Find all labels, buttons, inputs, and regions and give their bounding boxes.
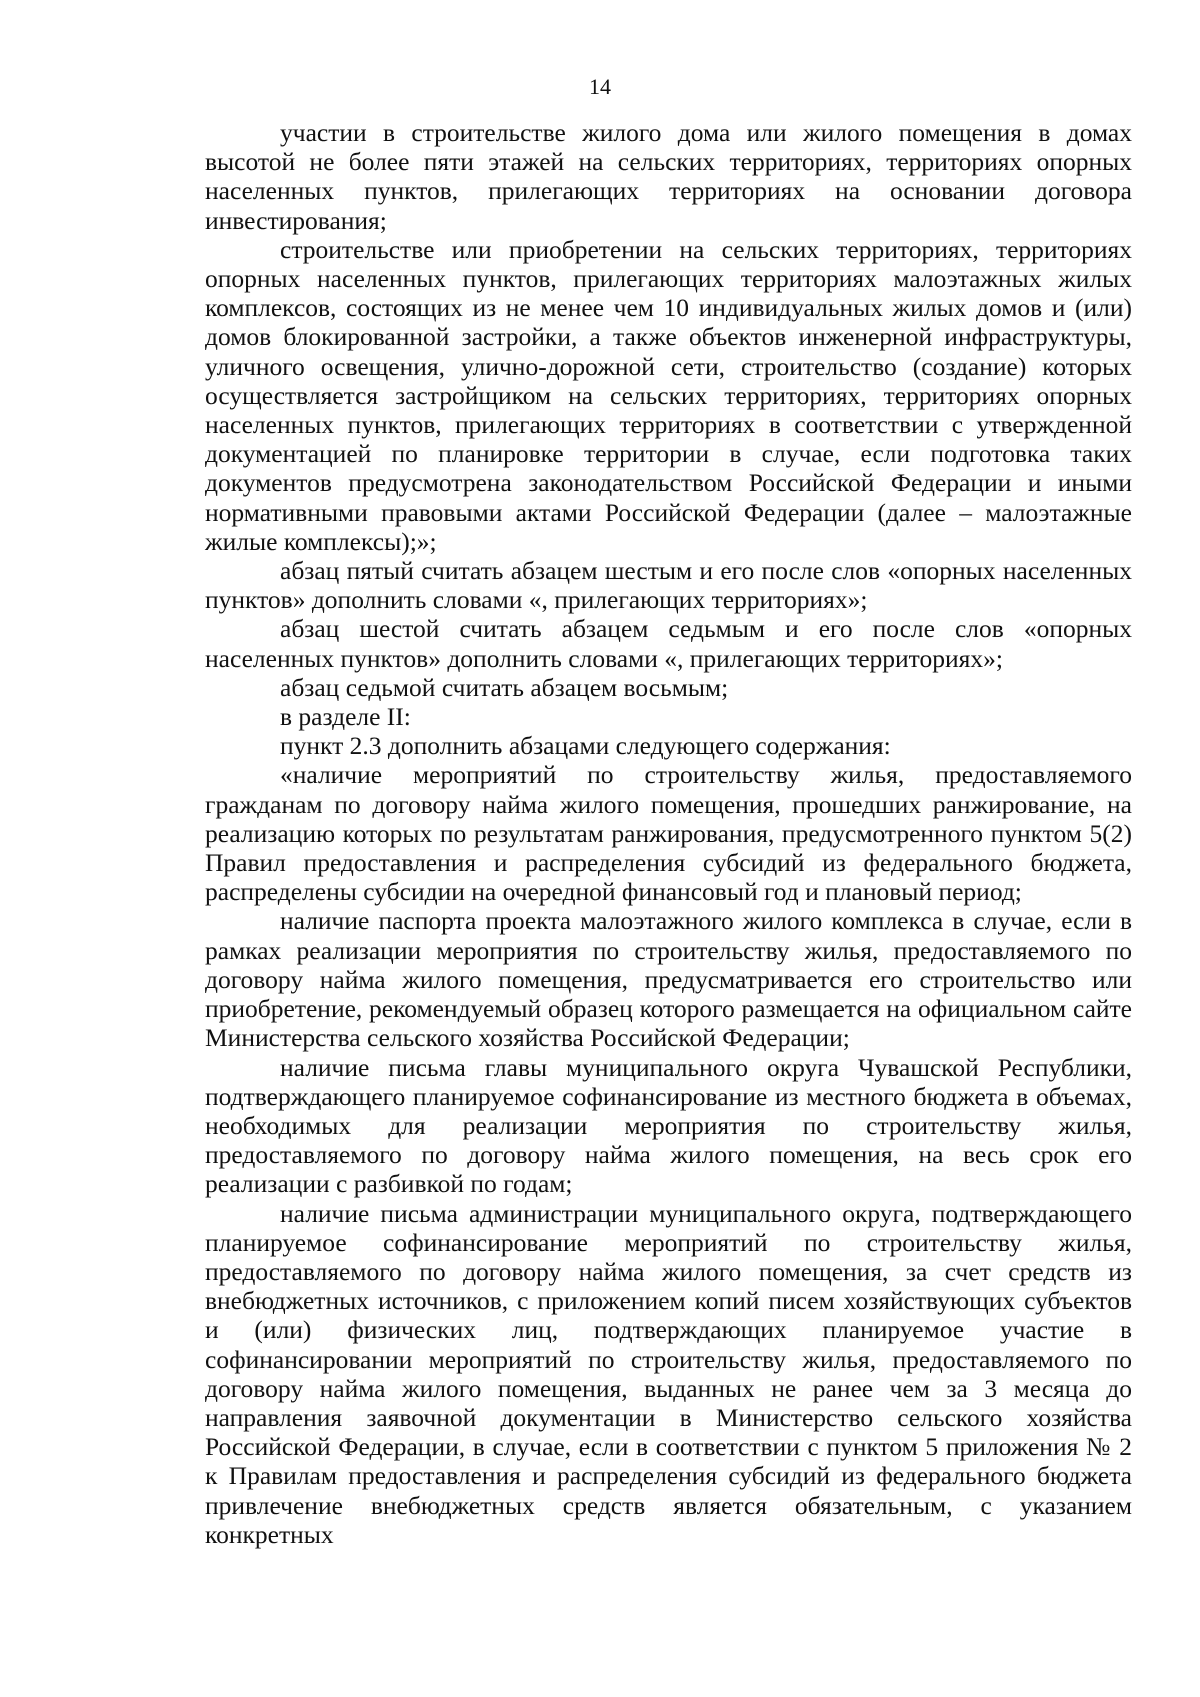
paragraph-6: в разделе II: xyxy=(280,702,411,732)
paragraph-1: участии в строительстве жилого дома или жилого помещения в домах высотой не более пяти этажей на сельских территориях, территориях опорных населенных пунктов, прилегающих территориях на основании договора инвестирования; xyxy=(205,118,1132,235)
paragraph-10: наличие письма главы муниципального округа Чувашской Республики, подтверждающего планируемое софинансирование из местного бюджета в объемах, необходимых для реализации мероприятия по строительству жилья, предоставляемого по договору найма жилого помещения, на весь срок его реализации с разбивкой по годам; xyxy=(205,1052,1132,1199)
paragraph-9: наличие паспорта проекта малоэтажного жилого комплекса в случае, если в рамках реализации мероприятия по строительству жилья, предоставляемого по договору найма жилого помещения, предусматривается его строительство или приобретение, рекомендуемый образец которого размещается на официальном сайте Министерства сельского хозяйства Российской Федерации; xyxy=(205,906,1132,1053)
paragraph-11: наличие письма администрации муниципального округа, подтверждающего планируемое софинансирование мероприятий по строительству жилья, предоставляемого по договору найма жилого помещения, за счет средств из внебюджетных источников, с приложением копий писем хозяйствующих субъектов и (или) физических лиц, подтверждающих планируемое участие в софинансировании мероприятий по строительству жилья, предоставляемого по договору найма жилого помещения, выданных не ранее чем за 3 месяца до направления заявочной документации в Министерство сельского хозяйства Российской Федерации, в случае, если в соответствии с пунктом 5 приложения № 2 к Правилам предоставления и распределения субсидий из федерального бюджета привлечение внебюджетных средств является обязательным, с указанием конкретных xyxy=(205,1198,1132,1549)
paragraph-7: пункт 2.3 дополнить абзацами следующего содержания: xyxy=(280,731,891,761)
page-number: 14 xyxy=(589,74,611,99)
paragraph-2: строительстве или приобретении на сельских территориях, территориях опорных населенных пунктов, прилегающих территориях малоэтажных жилых комплексов, состоящих из не менее чем 10 индивидуальных жилых домов и (или) домов блокированной застройки, а также объектов инженерной инфраструктуры, уличного освещения, улично-дорожной сети, строительство (создание) которых осуществляется застройщиком на сельских территориях, территориях опорных населенных пунктов, прилегающих территориях в соответствии с утвержденной документацией по планировке территории в случае, если подготовка таких документов предусмотрена законодательством Российской Федерации и иными нормативными правовыми актами Российской Федерации (далее – малоэтажные жилые комплексы);»; xyxy=(205,234,1132,556)
paragraph-8: «наличие мероприятий по строительству жилья, предоставляемого гражданам по договору найма жилого помещения, прошедших ранжирование, на реализацию которых по результатам ранжирования, предусмотренного пунктом 5(2) Правил предоставления и распределения субсидий из федерального бюджета, распределены субсидии на очередной финансовый год и плановый период; xyxy=(205,760,1132,907)
document-body xyxy=(205,118,1132,1549)
paragraph-3: абзац пятый считать абзацем шестым и его после слов «опорных населенных пунктов» дополнить словами «, прилегающих территориях»; xyxy=(205,556,1132,615)
paragraph-5: абзац седьмой считать абзацем восьмым; xyxy=(280,672,729,702)
paragraph-4: абзац шестой считать абзацем седьмым и его после слов «опорных населенных пунктов» дополнить словами «, прилегающих территориях»; xyxy=(205,614,1132,673)
